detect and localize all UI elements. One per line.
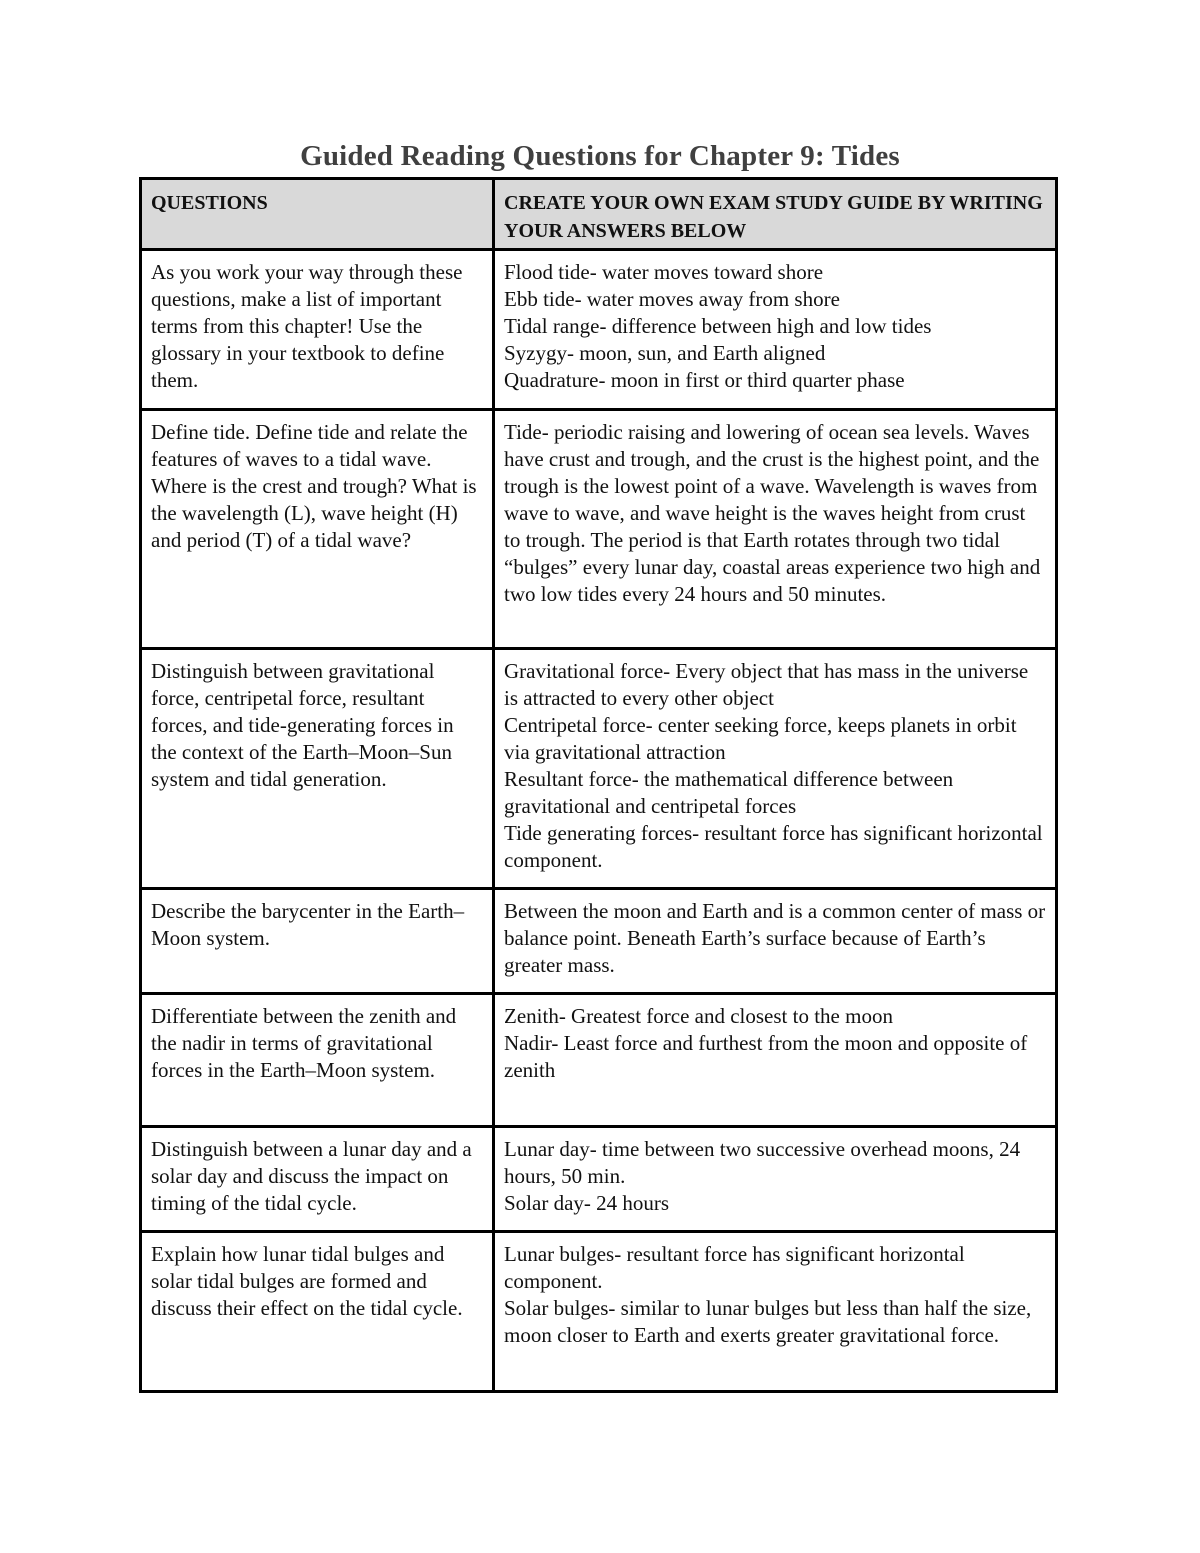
answer-line: Tide- periodic raising and lowering of ocean sea levels. Waves have crust and trough, and the crust is the highest point, and the trough is the lowest point of a wave. Wavelength is waves from wave to wave, and wave height is the waves height from crust to trough. The period is that Earth rotates through two tidal “bulges” every lunar day, coastal areas experience two high and two low tides every 24 hours and 50 minutes. bbox=[504, 420, 1041, 606]
answer-line: Solar bulges- similar to lunar bulges but less than half the size, moon closer to Earth and exerts greater gravitational force. bbox=[504, 1296, 1032, 1347]
answer-line: Quadrature- moon in first or third quarter phase bbox=[504, 368, 905, 392]
answer-cell bbox=[494, 250, 1057, 410]
question-cell: Describe the barycenter in the Earth–Moon system. bbox=[141, 889, 494, 994]
questions-column-header: QUESTIONS bbox=[141, 179, 494, 250]
answer-cell bbox=[494, 889, 1057, 994]
answer-line: Solar day- 24 hours bbox=[504, 1191, 670, 1215]
page-title: Guided Reading Questions for Chapter 9: Tides bbox=[300, 140, 900, 172]
answer-line: Lunar bulges- resultant force has significant horizontal component. bbox=[504, 1242, 965, 1293]
question-cell: As you work your way through these questions, make a list of important terms from this chapter! Use the glossary in your textbook to define them. bbox=[141, 250, 494, 410]
question-cell: Distinguish between a lunar day and a solar day and discuss the impact on timing of the tidal cycle. bbox=[141, 1127, 494, 1232]
answer-line: Resultant force- the mathematical difference between gravitational and centripetal forces bbox=[504, 767, 954, 818]
question-cell: Define tide. Define tide and relate the features of waves to a tidal wave. Where is the crest and trough? What is the wavelength (L), wave height (H) and period (T) of a tidal wave? bbox=[141, 410, 494, 649]
answer-line: Lunar day- time between two successive overhead moons, 24 hours, 50 min. bbox=[504, 1137, 1021, 1188]
answer-line: Ebb tide- water moves away from shore bbox=[504, 287, 840, 311]
question-cell: Differentiate between the zenith and the nadir in terms of gravitational forces in the Earth–Moon system. bbox=[141, 994, 494, 1127]
answer-line: Syzygy- moon, sun, and Earth aligned bbox=[504, 341, 826, 365]
answer-line: Flood tide- water moves toward shore bbox=[504, 260, 824, 284]
answer-line: Centripetal force- center seeking force, keeps planets in orbit via gravitational attraction bbox=[504, 713, 1017, 764]
answer-cell bbox=[494, 1232, 1057, 1392]
answer-line: Zenith- Greatest force and closest to the moon bbox=[504, 1004, 893, 1028]
answers-column-header: CREATE YOUR OWN EXAM STUDY GUIDE BY WRITING YOUR ANSWERS BELOW bbox=[494, 179, 1057, 250]
answer-cell bbox=[494, 1127, 1057, 1232]
table-row bbox=[141, 410, 1057, 649]
answer-line: Between the moon and Earth and is a common center of mass or balance point. Beneath Earth’s surface because of Earth’s greater mass. bbox=[504, 899, 1046, 977]
study-guide-table bbox=[139, 177, 1058, 1393]
table-row bbox=[141, 1127, 1057, 1232]
answer-line: Tidal range- difference between high and low tides bbox=[504, 314, 932, 338]
table-row bbox=[141, 889, 1057, 994]
answer-line: Tide generating forces- resultant force has significant horizontal component. bbox=[504, 821, 1043, 872]
answer-line: Gravitational force- Every object that has mass in the universe is attracted to every other object bbox=[504, 659, 1029, 710]
table-row bbox=[141, 649, 1057, 889]
table-header-row bbox=[141, 179, 1057, 250]
answer-cell bbox=[494, 410, 1057, 649]
answer-cell bbox=[494, 649, 1057, 889]
answer-line: Nadir- Least force and furthest from the moon and opposite of zenith bbox=[504, 1031, 1028, 1082]
answer-cell bbox=[494, 994, 1057, 1127]
question-cell: Distinguish between gravitational force, centripetal force, resultant forces, and tide-generating forces in the context of the Earth–Moon–Sun system and tidal generation. bbox=[141, 649, 494, 889]
table-row bbox=[141, 1232, 1057, 1392]
table-row bbox=[141, 250, 1057, 410]
table-row bbox=[141, 994, 1057, 1127]
question-cell: Explain how lunar tidal bulges and solar tidal bulges are formed and discuss their effect on the tidal cycle. bbox=[141, 1232, 494, 1392]
